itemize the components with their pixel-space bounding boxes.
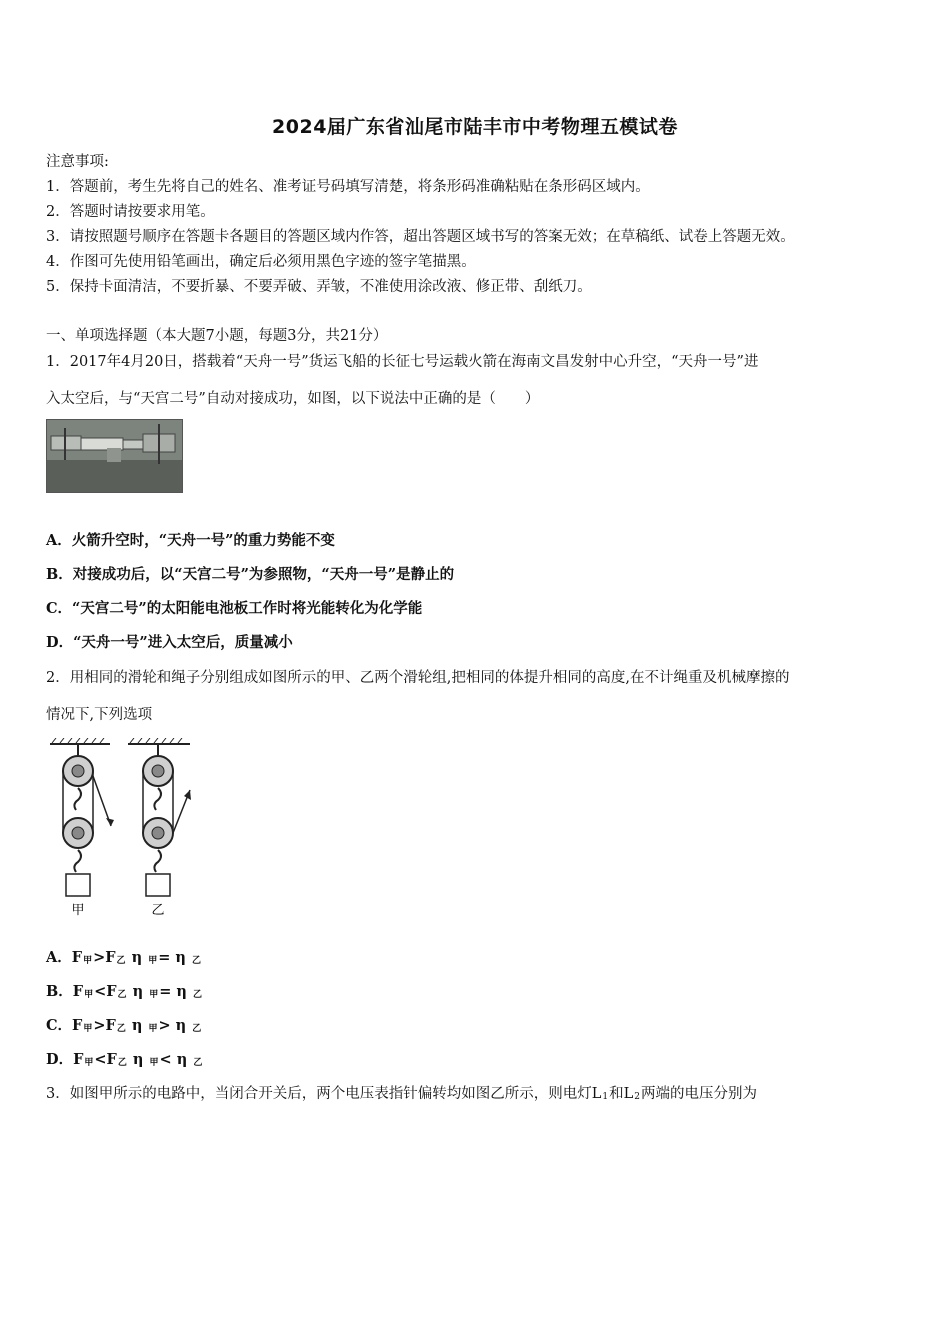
page-title: 2024届广东省汕尾市陆丰市中考物理五模试卷 — [272, 116, 678, 138]
question-1-option: D．“天舟一号”进入太空后，质量减小 — [46, 634, 293, 651]
question-2-text: 情况下,下列选项 — [46, 707, 153, 723]
notice-item: 4．作图可先使用铅笔画出，确定后必须用黑色字迹的签字笔描黑。 — [46, 254, 476, 270]
notice-item: 3．请按照题号顺序在答题卡各题目的答题区域内作答，超出答题区域书写的答案无效；在草稿纸、试卷上答题无效。 — [46, 229, 795, 245]
figure-label-yi: 乙 — [151, 903, 165, 918]
question-1-option: C．“天宫二号”的太阳能电池板工作时将光能转化为化学能 — [46, 600, 423, 617]
question-1-option: A．火箭升空时，“天舟一号”的重力势能不变 — [46, 532, 335, 549]
question-2-text: 2．用相同的滑轮和绳子分别组成如图所示的甲、乙两个滑轮组,把相同的体提升相同的高度,在不计绳重及机械摩擦的 — [46, 670, 790, 686]
question-2-option: A．F甲>F乙 η 甲= η 乙 — [46, 949, 202, 966]
notice-item: 1．答题前，考生先将自己的姓名、准考证号码填写清楚，将条形码准确粘贴在条形码区域内。 — [46, 179, 650, 195]
figure-label-jia: 甲 — [71, 903, 85, 918]
notice-item: 5．保持卡面清洁，不要折暴、不要弄破、弄皱，不准使用涂改液、修正带、刮纸刀。 — [46, 279, 592, 295]
spacecraft-docking-photo — [46, 419, 183, 493]
question-2-option: D．F甲<F乙 η 甲< η 乙 — [46, 1051, 203, 1068]
question-1-text: 入太空后，与“天宫二号”自动对接成功，如图，以下说法中正确的是（ ） — [46, 391, 540, 407]
question-3-text: 3．如图甲所示的电路中，当闭合开关后，两个电压表指针偏转均如图乙所示，则电灯L1和L2两端的电压分别为 — [46, 1086, 757, 1102]
pulley-systems-figure — [44, 738, 204, 920]
notice-item: 2．答题时请按要求用笔。 — [46, 204, 215, 220]
question-1-option: B．对接成功后，以“天宫二号”为参照物，“天舟一号”是静止的 — [46, 566, 455, 583]
question-1-text: 1．2017年4月20日，搭载着“天舟一号”货运飞船的长征七号运载火箭在海南文昌发射中心升空，“天舟一号”进 — [46, 354, 759, 370]
section-heading: 一、单项选择题（本大题7小题，每题3分，共21分） — [46, 328, 388, 344]
question-2-option: C．F甲>F乙 η 甲> η 乙 — [46, 1017, 202, 1034]
question-2-option: B．F甲<F乙 η 甲= η 乙 — [46, 983, 203, 1000]
notice-heading: 注意事项: — [46, 154, 109, 170]
